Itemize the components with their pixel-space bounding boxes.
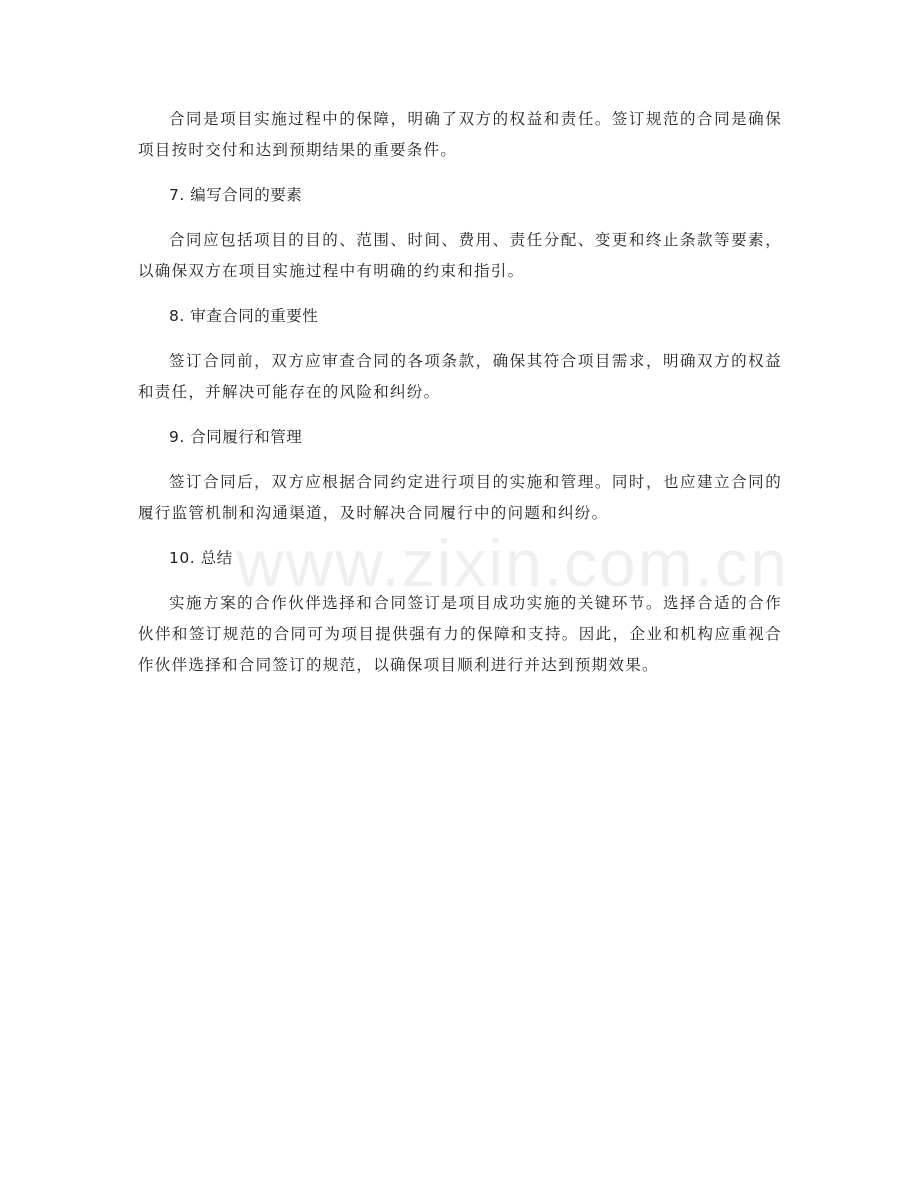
paragraph-contract-review: 签订合同前，双方应审查合同的各项条款，确保其符合项目需求，明确双方的权益和责任，并解决可能存在的风险和纠纷。 [138, 352, 782, 401]
section-heading-9: 9. 合同履行和管理 [169, 428, 303, 446]
document-body [138, 104, 782, 695]
paragraph-summary: 实施方案的合作伙伴选择和合同签订是项目成功实施的关键环节。选择合适的合作伙伴和签订规范的合同可为项目提供强有力的保障和支持。因此，企业和机构应重视合作伙伴选择和合同签订的规范，以确保项目顺利进行并达到预期效果。 [138, 594, 782, 674]
section-heading-8: 8. 审查合同的重要性 [169, 307, 319, 325]
paragraph-contract-elements: 合同应包括项目的目的、范围、时间、费用、责任分配、变更和终止条款等要素，以确保双方在项目实施过程中有明确的约束和指引。 [138, 231, 782, 280]
watermark-text: www.zixin.com.cn [236, 526, 789, 600]
paragraph-contract-guarantee: 合同是项目实施过程中的保障，明确了双方的权益和责任。签订规范的合同是确保项目按时交付和达到预期结果的重要条件。 [138, 110, 782, 159]
paragraph-contract-performance: 签订合同后，双方应根据合同约定进行项目的实施和管理。同时，也应建立合同的履行监管机制和沟通渠道，及时解决合同履行中的问题和纠纷。 [138, 473, 782, 522]
section-heading-10: 10. 总结 [169, 549, 233, 567]
section-heading-7: 7. 编写合同的要素 [169, 186, 303, 204]
